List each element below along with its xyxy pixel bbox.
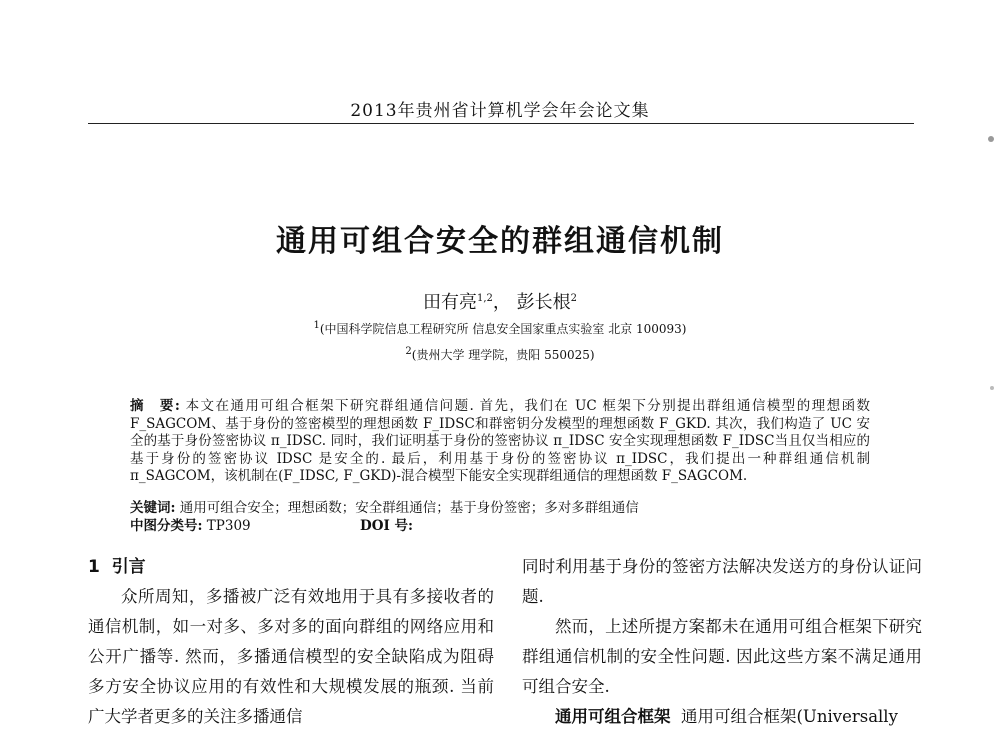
affil-mark: 1 [313,320,320,331]
author-affil-mark: 1,2 [476,293,493,304]
author-name: 田有亮 [422,292,477,313]
author-line [0,288,1000,314]
section-number: 1 [88,557,100,577]
body-right-column [522,552,922,732]
section-title: 引言 [111,557,146,577]
classification-value: TP309 [206,518,251,534]
scan-artifact [988,136,994,142]
paragraph: 众所周知，多播被广泛有效地用于具有多接收者的通信机制，如一对多、多对多的面向群组的网络应用和公开广播等. 然而，多播通信模型的安全缺陷成为阻碍多方安全协议应用的有效性和大规模发展的瓶颈. 当前广大学者更多的关注多播通信 [88,587,494,726]
running-header: 2013年贵州省计算机学会年会论文集 [350,101,650,121]
affil-mark: 2 [405,346,412,357]
author-name: 彭长根 [516,292,571,313]
affil-text: (中国科学院信息工程研究所 信息安全国家重点实验室 北京 100093) [319,322,687,336]
paragraph [522,702,922,732]
scan-artifact [990,386,994,390]
classification [130,518,870,536]
header-rule [88,123,914,124]
body-left-column [88,552,494,732]
paragraph-text: 通用可组合框架(Universally [681,707,898,726]
paragraph: 然而，上述所提方案都未在通用可组合框架下研究群组通信机制的安全性问题. 因此这些方案不满足通用可组合安全. [522,617,922,696]
abstract-text: 本文在通用可组合框架下研究群组通信问题. 首先，我们在 UC 框架下分别提出群组通信模型的理想函数 F_SAGCOM、基于身份的签密模型的理想函数 F_IDSC和群密钥分发模型的理想函数 F_GKD. 其次，我们构造了 UC 安全的基于身份签密协议 π_IDSC. 同时，我们证明基于身份的签密协议 π_IDSC 安全实现理想函数 F_IDSC当且仅当相应的基于身份的签密协议 IDSC 是安全的. 最后，利用基于身份的签密协议 π_IDSC，我们提出一种群组通信机制 π_SAGCOM，该机制在(F_IDSC, F_GKD)-混合模型下能安全实现群组通信的理想函数 F_SAGCOM. [130,398,871,484]
classification-label: 中图分类号: [130,518,203,534]
keywords [130,500,870,518]
runin-heading: 通用可组合框架 [555,707,671,726]
author-affil-mark: 2 [570,293,577,304]
section-heading [88,552,494,582]
doi-label: DOI 号: [360,518,413,534]
affiliation-1 [0,320,1000,337]
abstract [130,398,870,486]
affil-text: (贵州大学 理学院，贵阳 550025) [411,348,595,362]
keywords-label: 关键词: [130,500,176,516]
keywords-text: 通用可组合安全；理想函数；安全群组通信；基于身份签密；多对多群组通信 [179,500,639,516]
paper-title: 通用可组合安全的群组通信机制 [276,224,724,259]
abstract-label: 摘 要: [130,398,180,414]
affiliation-2 [0,346,1000,363]
paragraph: 同时利用基于身份的签密方法解决发送方的身份认证问题. [522,557,922,606]
author-separator: ， [492,292,511,313]
